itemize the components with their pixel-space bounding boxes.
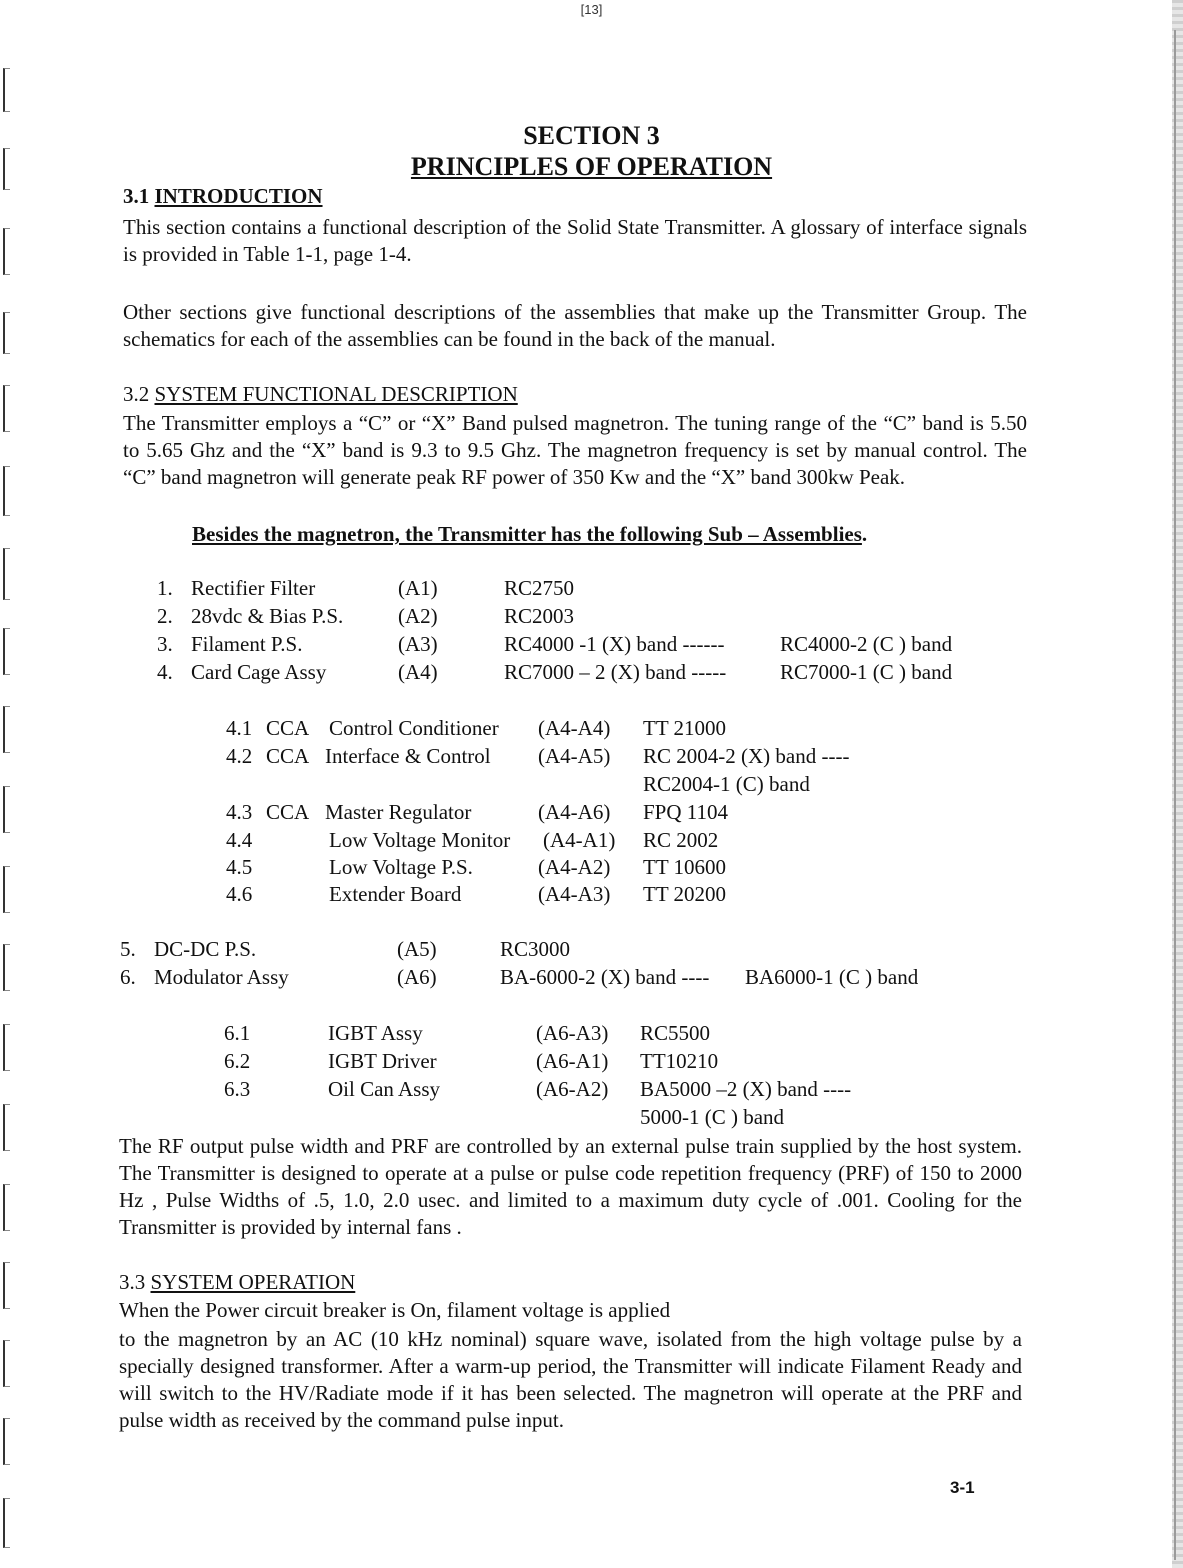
- sub-item-num: 4.4: [226, 828, 253, 852]
- sub-item-part: TT10210: [640, 1049, 719, 1073]
- rf-output-paragraph: The RF output pulse width and PRF are controlled by an external pulse train supplied by the host system. The Transmitter is designed to operate at a pulse or pulse code repetition frequency (PRF) of 150 to 2000 Hz , Pulse Widths of .5, 1.0, 2.0 usec. and limited to a maximum duty cycle of .001. Cooling for the Transmitter is provided by internal fans .: [119, 1134, 1022, 1239]
- list-item-num: 3.: [157, 632, 173, 656]
- sub-item-type: CCA: [266, 744, 310, 768]
- binding-mark: [3, 1184, 10, 1231]
- list-item-alt: RC7000-1 (C ) band: [780, 660, 953, 684]
- section-name: PRINCIPLES OF OPERATION: [410, 152, 773, 181]
- sub-item-part: RC 2004-2 (X) band ----: [643, 744, 850, 768]
- list-item-name: Card Cage Assy: [191, 660, 327, 684]
- binding-mark: [3, 385, 10, 432]
- binding-mark: [3, 786, 10, 833]
- sub-item-type: CCA: [266, 716, 310, 740]
- sub-item-type: CCA: [266, 800, 310, 824]
- sub-item-name: Low Voltage P.S.: [329, 855, 473, 879]
- sub-item-name: IGBT Assy: [328, 1021, 423, 1045]
- system-functional-paragraph: The Transmitter employs a “C” or “X” Band pulsed magnetron. The tuning range of the “C” band is 5.50 to 5.65 Ghz and the “X” band is 9.3 to 9.5 Ghz. The magnetron frequency is set by manual control. The “C” band magnetron will generate peak RF power of 350 Kw and the “X” band 300kw Peak.: [123, 411, 1027, 489]
- binding-mark: [3, 1104, 10, 1151]
- sub-item-ref: (A4-A2): [538, 855, 611, 879]
- binding-mark: [3, 1024, 10, 1071]
- sub-item-num: 4.6: [226, 882, 253, 906]
- system-operation-heading: 3.3 SYSTEM OPERATION: [119, 1270, 356, 1294]
- intro-paragraph-2: Other sections give functional descriptions of the assemblies that make up the Transmitter Group. The schematics for each of the assemblies can be found in the back of the manual.: [123, 300, 1027, 351]
- binding-mark: [3, 466, 10, 516]
- sub-item-part: TT 20200: [643, 882, 727, 906]
- sub-item-part: TT 10600: [643, 855, 727, 879]
- sub-item-num: 6.1: [224, 1021, 251, 1045]
- list-item-name: Filament P.S.: [191, 632, 303, 656]
- list-item-num: 2.: [157, 604, 173, 628]
- intro-heading: 3.1 INTRODUCTION: [123, 184, 323, 208]
- list-item-part: BA-6000-2 (X) band ----: [500, 965, 710, 989]
- sub-item-name: Extender Board: [329, 882, 462, 906]
- sub-item-ref: (A6-A1): [536, 1049, 609, 1073]
- binding-mark: [3, 628, 10, 675]
- binding-mark: [3, 1262, 10, 1309]
- sub-item-name: Master Regulator: [325, 800, 472, 824]
- section-title: SECTION 3: [523, 121, 660, 150]
- binding-mark: [3, 228, 10, 275]
- binding-mark: [3, 68, 10, 112]
- sub-item-part-2: RC2004-1 (C) band: [643, 772, 810, 796]
- binding-mark: [3, 548, 10, 600]
- list-item-part: RC3000: [500, 937, 571, 961]
- binding-mark: [3, 1498, 10, 1548]
- binding-mark: [3, 1340, 10, 1387]
- list-item-alt: RC4000-2 (C ) band: [780, 632, 953, 656]
- sub-item-ref: (A4-A3): [538, 882, 611, 906]
- sub-item-ref: (A4-A6): [538, 800, 611, 824]
- system-functional-heading: 3.2 SYSTEM FUNCTIONAL DESCRIPTION: [123, 382, 518, 406]
- page-number-header: [13]: [580, 2, 603, 17]
- sub-item-part: BA5000 –2 (X) band ----: [640, 1077, 852, 1101]
- list-item-part: RC4000 -1 (X) band ------: [504, 632, 725, 656]
- scan-edge-line: [1174, 30, 1176, 1560]
- page-footer-number: 3-1: [950, 1478, 975, 1497]
- list-item-num: 1.: [157, 576, 173, 600]
- intro-paragraph-1: This section contains a functional description of the Solid State Transmitter. A glossary of interface signals is provided in Table 1-1, page 1-4.: [123, 215, 1027, 266]
- list-item-name: Rectifier Filter: [191, 576, 316, 600]
- binding-mark: [3, 706, 10, 753]
- list-item-ref: (A3): [398, 632, 438, 656]
- system-operation-line-1: When the Power circuit breaker is On, filament voltage is applied: [119, 1298, 671, 1322]
- subassemblies-heading: Besides the magnetron, the Transmitter has the following Sub – Assemblies.: [192, 522, 868, 546]
- list-item-ref: (A5): [397, 937, 437, 961]
- sub-item-name: Oil Can Assy: [328, 1077, 441, 1101]
- sub-item-name: IGBT Driver: [328, 1049, 437, 1073]
- list-item-name: Modulator Assy: [154, 965, 289, 989]
- list-item-num: 6.: [120, 965, 136, 989]
- binding-mark: [3, 1418, 10, 1465]
- sub-item-part-2: 5000-1 (C ) band: [640, 1105, 785, 1129]
- list-item-name: DC-DC P.S.: [154, 937, 257, 961]
- sub-item-part: TT 21000: [643, 716, 727, 740]
- list-item-part: RC2750: [504, 576, 575, 600]
- binding-mark: [3, 866, 10, 913]
- sub-item-ref: (A6-A2): [536, 1077, 609, 1101]
- sub-item-num: 4.1: [226, 716, 253, 740]
- list-item-part: RC2003: [504, 604, 575, 628]
- sub-item-part: RC 2002: [643, 828, 719, 852]
- list-item-ref: (A6): [397, 965, 437, 989]
- sub-item-ref: (A4-A1): [543, 828, 616, 852]
- system-operation-paragraph: to the magnetron by an AC (10 kHz nominal) square wave, isolated from the high voltage pulse by a specially designed transformer. After a warm-up period, the Transmitter will indicate Filament Ready and will switch to the HV/Radiate mode if it has been selected. The magnetron will operate at the PRF and pulse width as received by the command pulse input.: [119, 1327, 1022, 1432]
- list-item-part: RC7000 – 2 (X) band -----: [504, 660, 727, 684]
- sub-item-name: Control Conditioner: [329, 716, 499, 740]
- sub-item-num: 4.5: [226, 855, 253, 879]
- list-item-ref: (A1): [398, 576, 438, 600]
- sub-item-name: Low Voltage Monitor: [329, 828, 511, 852]
- list-item-num: 4.: [157, 660, 173, 684]
- sub-item-num: 4.2: [226, 744, 253, 768]
- sub-item-num: 4.3: [226, 800, 253, 824]
- sub-item-part: FPQ 1104: [643, 800, 728, 824]
- list-item-name: 28vdc & Bias P.S.: [191, 604, 344, 628]
- sub-item-num: 6.2: [224, 1049, 251, 1073]
- sub-item-ref: (A4-A4): [538, 716, 611, 740]
- binding-mark: [3, 944, 10, 991]
- sub-item-num: 6.3: [224, 1077, 251, 1101]
- list-item-ref: (A4): [398, 660, 438, 684]
- list-item-num: 5.: [120, 937, 136, 961]
- sub-item-ref: (A6-A3): [536, 1021, 609, 1045]
- list-item-alt: BA6000-1 (C ) band: [745, 965, 919, 989]
- binding-mark: [3, 312, 10, 354]
- sub-item-name: Interface & Control: [325, 744, 491, 768]
- list-item-ref: (A2): [398, 604, 438, 628]
- sub-item-part: RC5500: [640, 1021, 711, 1045]
- sub-item-ref: (A4-A5): [538, 744, 611, 768]
